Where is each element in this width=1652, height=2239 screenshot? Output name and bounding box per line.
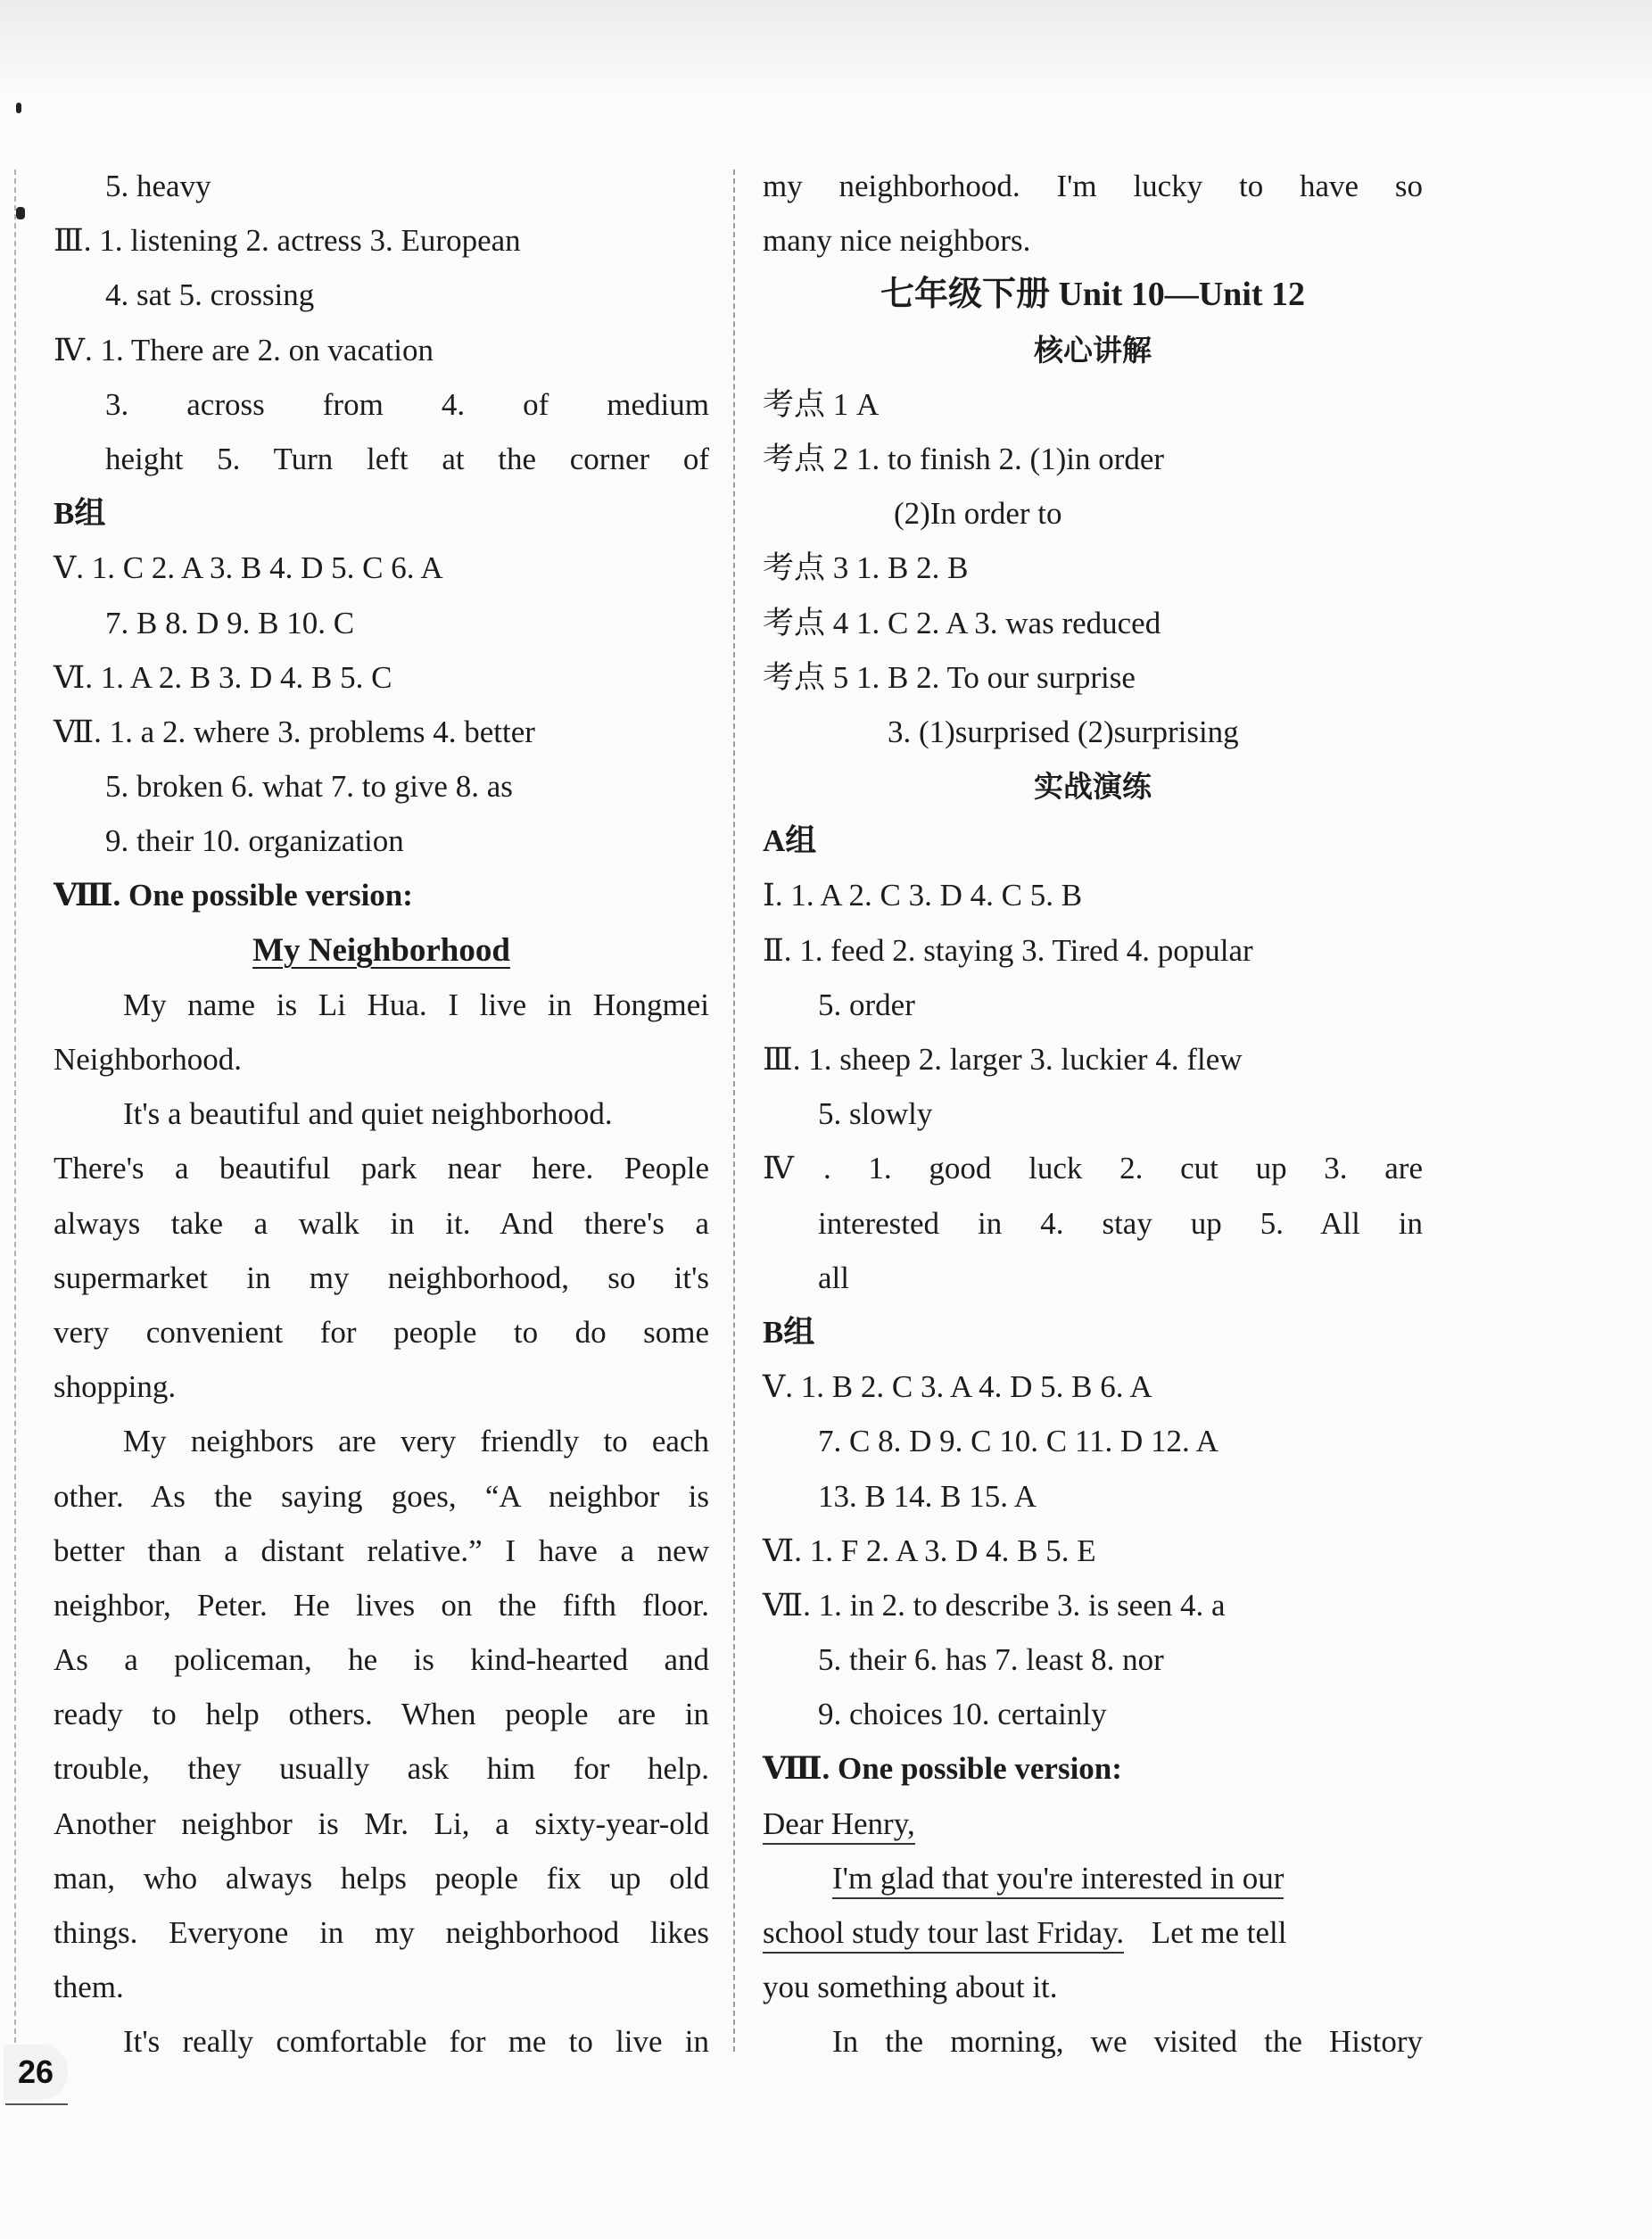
essay-line: neighbor, Peter. He lives on the fifth floor. — [54, 1587, 709, 1623]
answer-line: (2)In order to — [894, 496, 1062, 532]
answer-line: height 5. Turn left at the corner of — [105, 441, 709, 476]
answer-line: 考点 1 A — [763, 386, 880, 422]
essay-line: better than a distant relative.” I have a new — [54, 1533, 709, 1568]
page-number: 26 — [4, 2045, 68, 2100]
essay-line: man, who always helps people fix up old — [54, 1860, 709, 1896]
scan-mark — [16, 207, 25, 219]
answer-line: Ⅵ. 1. A 2. B 3. D 4. B 5. C — [54, 659, 392, 695]
essay-line: other. As the saying goes, “A neighbor is — [54, 1478, 709, 1514]
unit-heading: 七年级下册 Unit 10—Unit 12 — [880, 276, 1306, 314]
group-label: B组 — [54, 496, 106, 532]
letter-line — [763, 1851, 1423, 1905]
essay-line: As a policeman, he is kind-hearted and — [54, 1642, 709, 1678]
page-top-shadow — [0, 0, 1652, 98]
answer-line: 4. sat 5. crossing — [105, 277, 315, 313]
essay-line: very convenient for people to do some — [54, 1314, 709, 1350]
letter-text: Let me tell — [1151, 1915, 1287, 1950]
answer-line: 9. their 10. organization — [105, 823, 404, 859]
answer-line: Ⅶ. 1. in 2. to describe 3. is seen 4. a — [763, 1587, 1226, 1623]
page-number-rule — [5, 2103, 68, 2105]
answer-line: 5. order — [818, 987, 915, 1022]
answer-line: Ⅲ. 1. listening 2. actress 3. European — [54, 223, 521, 259]
right-column — [763, 159, 1423, 2070]
letter-line — [763, 1905, 1423, 1960]
essay-line: always take a walk in it. And there's a — [54, 1205, 709, 1241]
column-divider — [733, 169, 735, 2052]
section-heading-practice: 实战演练 — [1034, 769, 1152, 805]
scan-mark — [16, 103, 21, 113]
section-label: Ⅷ. One possible version: — [763, 1751, 1122, 1787]
group-label: A组 — [763, 823, 817, 859]
section-label: Ⅷ. One possible version: — [54, 878, 413, 913]
answer-line: 7. B 8. D 9. B 10. C — [105, 605, 355, 640]
answer-line: 9. choices 10. certainly — [818, 1697, 1107, 1732]
answer-line: 考点 3 1. B 2. B — [763, 550, 969, 586]
answer-line: 3. (1)surprised (2)surprising — [888, 714, 1239, 749]
section-heading-core: 核心讲解 — [1034, 332, 1152, 368]
essay-line: My neighbors are very friendly to each — [123, 1424, 709, 1459]
essay-line: my neighborhood. I'm lucky to have so — [763, 169, 1423, 203]
binding-margin-line — [14, 169, 16, 2052]
essay-line: trouble, they usually ask him for help. — [54, 1751, 709, 1787]
answer-line: interested in 4. stay up 5. All in — [818, 1205, 1423, 1241]
essay-line: things. Everyone in my neighborhood likes — [54, 1915, 709, 1950]
letter-opening-underlined: I'm glad that you're interested in our — [832, 1861, 1284, 1899]
essay-line: many nice neighbors. — [763, 223, 1031, 259]
essay-line: My name is Li Hua. I live in Hongmei — [123, 987, 709, 1022]
letter-greeting: Dear Henry, — [763, 1806, 915, 1845]
answer-line: Ⅰ. 1. A 2. C 3. D 4. C 5. B — [763, 878, 1083, 913]
answer-line: Ⅴ. 1. C 2. A 3. B 4. D 5. C 6. A — [54, 550, 443, 586]
answer-line: Ⅵ. 1. F 2. A 3. D 4. B 5. E — [763, 1533, 1096, 1568]
letter-line: you something about it. — [763, 1970, 1058, 2005]
answer-line: 7. C 8. D 9. C 10. C 11. D 12. A — [818, 1424, 1218, 1459]
essay-line: Another neighbor is Mr. Li, a sixty-year-old — [54, 1805, 709, 1841]
letter-line: In the morning, we visited the History — [832, 2024, 1423, 2060]
essay-title: My Neighborhood — [252, 931, 510, 969]
essay-line: ready to help others. When people are in — [54, 1697, 709, 1732]
answer-line: all — [818, 1260, 849, 1295]
answer-line: Ⅱ. 1. feed 2. staying 3. Tired 4. popular — [763, 932, 1253, 968]
answer-line: 5. heavy — [105, 169, 211, 203]
answer-line: 考点 4 1. C 2. A 3. was reduced — [763, 605, 1161, 640]
answer-line: 5. broken 6. what 7. to give 8. as — [105, 769, 513, 805]
essay-line: supermarket in my neighborhood, so it's — [54, 1260, 709, 1295]
answer-line: 3. across from 4. of medium — [105, 386, 709, 422]
answer-line: 5. slowly — [818, 1096, 933, 1132]
answer-line: 5. their 6. has 7. least 8. nor — [818, 1642, 1164, 1678]
letter-opening-underlined: school study tour last Friday. — [763, 1915, 1124, 1954]
answer-line: Ⅲ. 1. sheep 2. larger 3. luckier 4. flew — [763, 1042, 1243, 1077]
answer-line: 13. B 14. B 15. A — [818, 1478, 1037, 1514]
essay-line: shopping. — [54, 1369, 177, 1405]
essay-line: It's a beautiful and quiet neighborhood. — [123, 1096, 613, 1132]
answer-line: Ⅴ. 1. B 2. C 3. A 4. D 5. B 6. A — [763, 1369, 1152, 1405]
answer-line: 考点 2 1. to finish 2. (1)in order — [763, 441, 1165, 476]
essay-line: It's really comfortable for me to live in — [123, 2024, 709, 2060]
answer-line: 考点 5 1. B 2. To our surprise — [763, 659, 1136, 695]
answer-line: Ⅶ. 1. a 2. where 3. problems 4. better — [54, 714, 535, 749]
left-column — [54, 159, 709, 2070]
group-label: B组 — [763, 1314, 815, 1350]
essay-line: Neighborhood. — [54, 1042, 242, 1077]
essay-title-row — [54, 923, 709, 978]
essay-line: them. — [54, 1970, 124, 2005]
letter-greeting-row — [763, 1797, 1423, 1851]
answer-line: Ⅳ. 1. good luck 2. cut up 3. are — [763, 1151, 1423, 1186]
answer-line: Ⅳ. 1. There are 2. on vacation — [54, 332, 434, 368]
essay-line: There's a beautiful park near here. People — [54, 1151, 709, 1186]
